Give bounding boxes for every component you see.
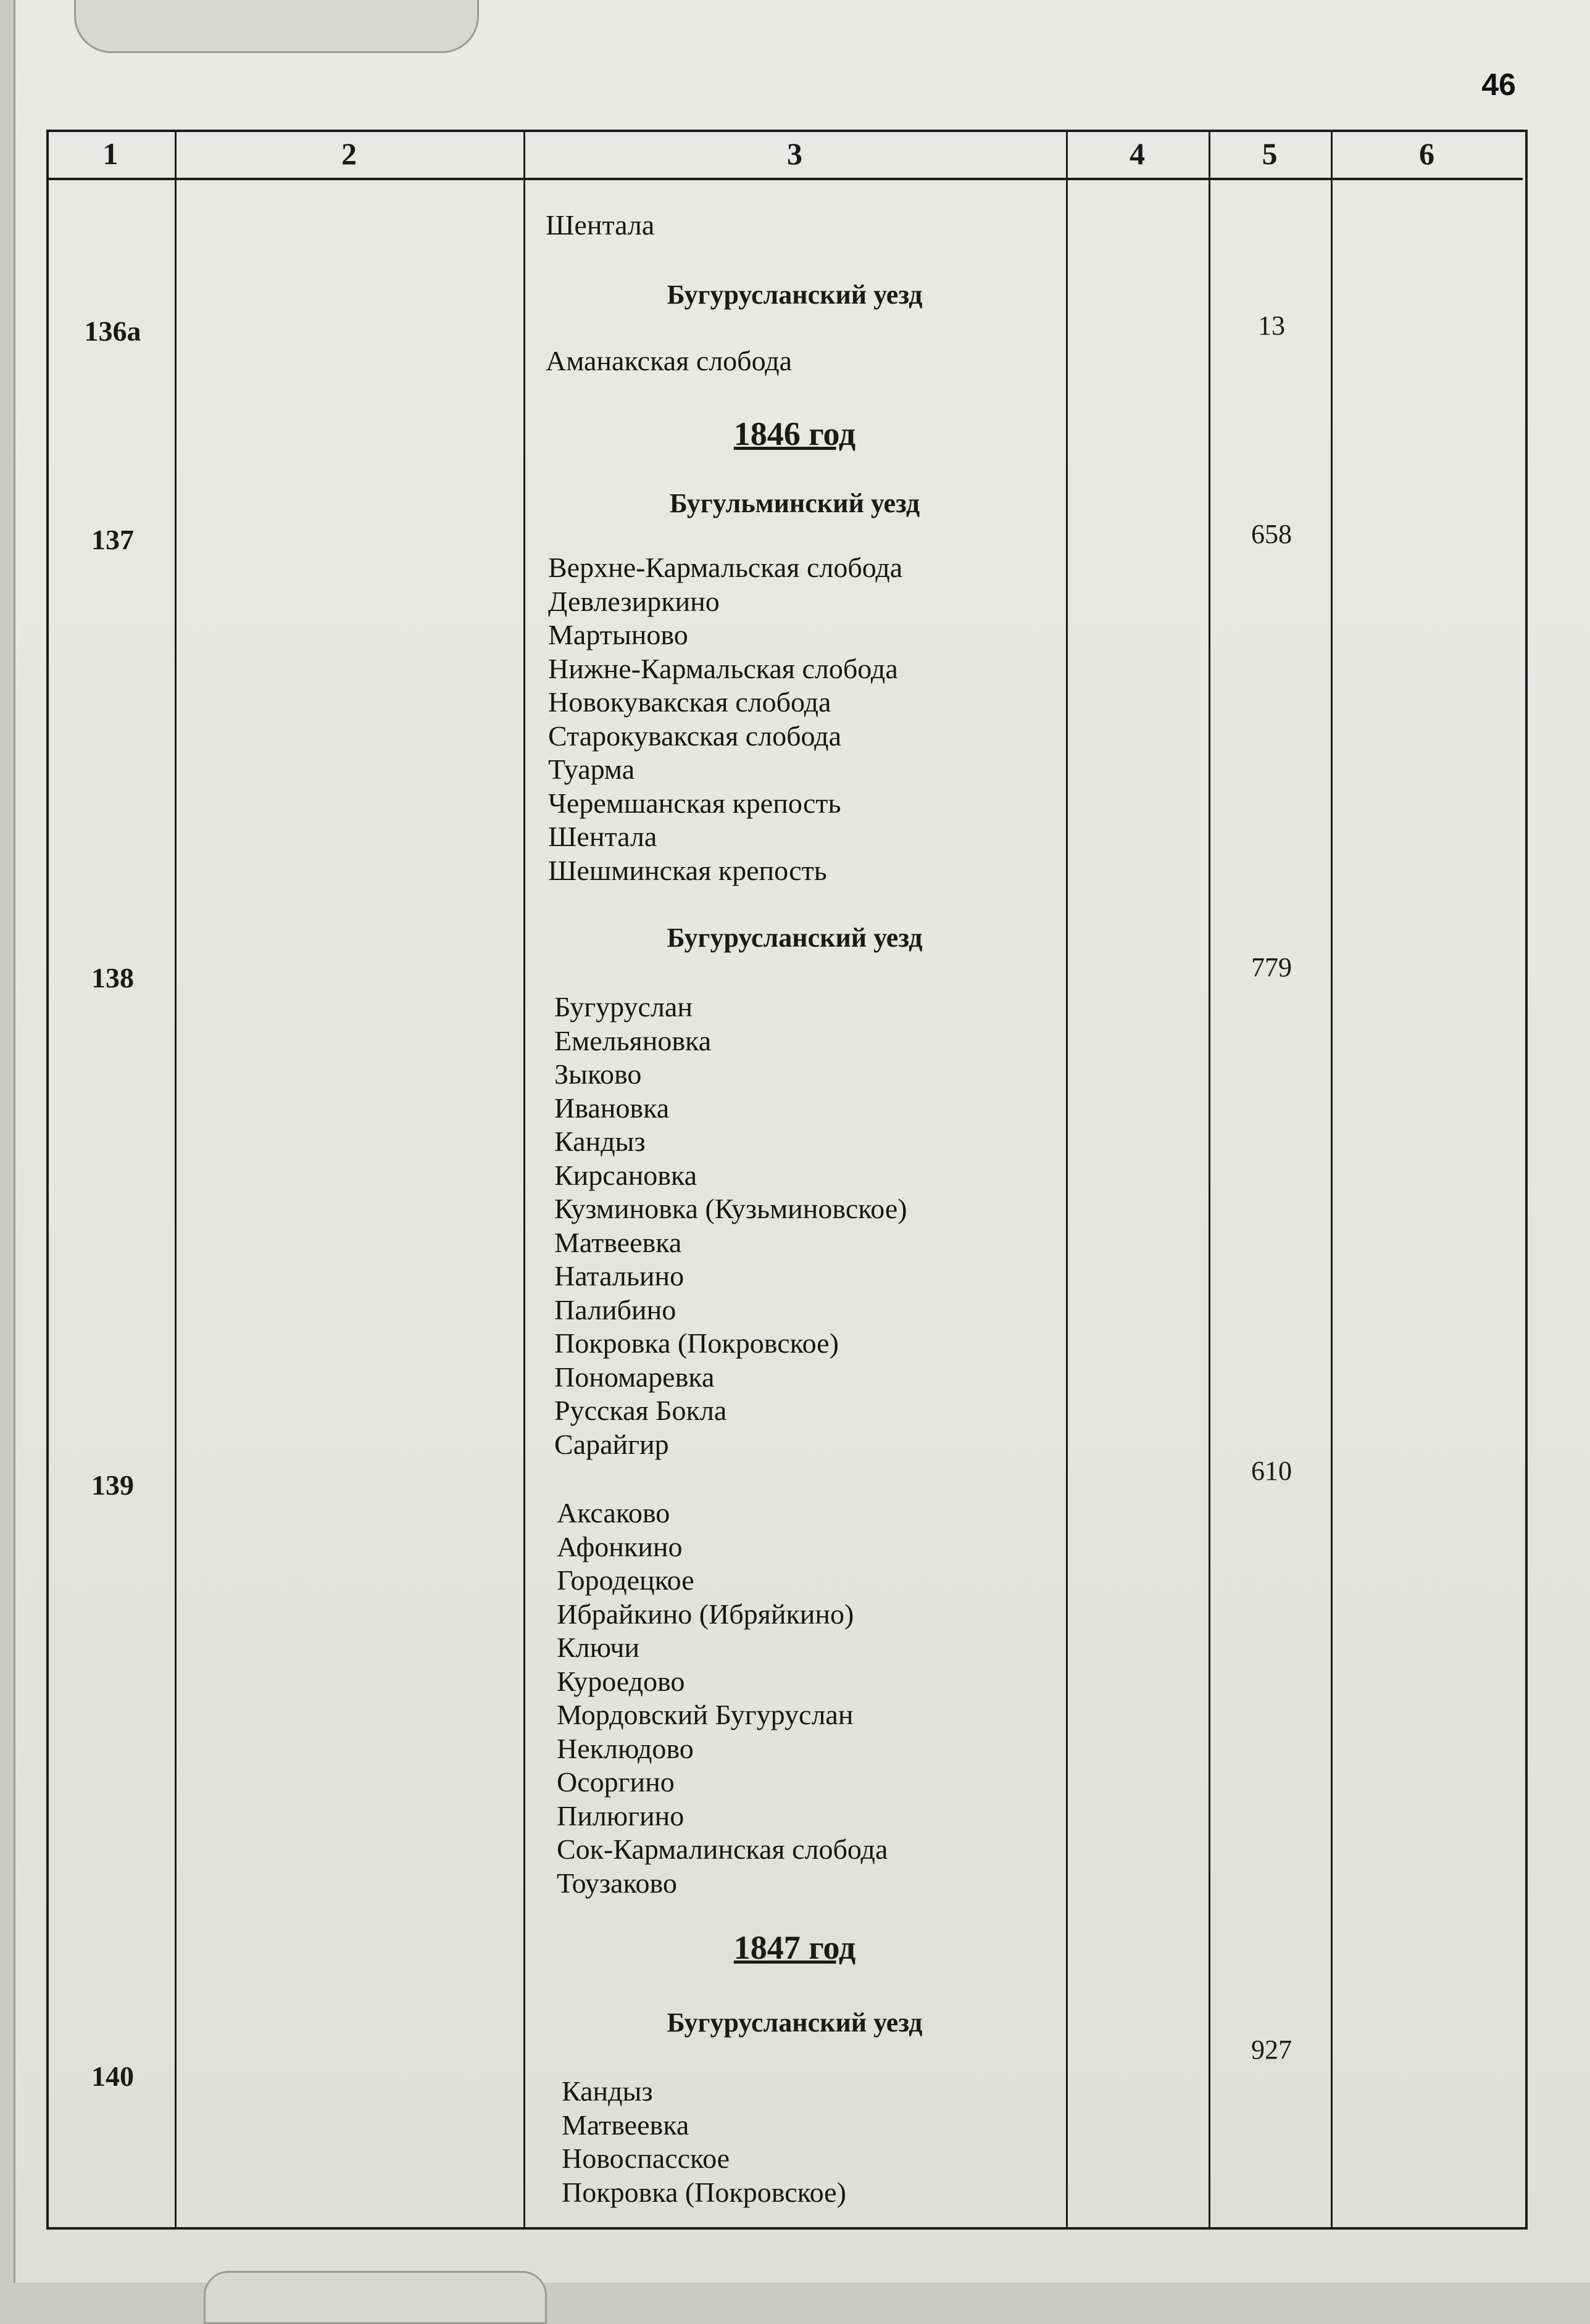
place-name: Верхне-Кармальская слобода xyxy=(548,552,903,583)
record-number: 138 xyxy=(91,962,134,994)
column-header-3: 3 xyxy=(787,136,802,171)
column-divider xyxy=(1066,130,1068,2227)
place-name: Кузминовка (Кузьминовское) xyxy=(554,1193,907,1224)
year-heading: 1847 год xyxy=(733,1929,856,1966)
place-list xyxy=(562,2075,846,2209)
place-name: Кандыз xyxy=(554,1126,646,1157)
place-name: Пономаревка xyxy=(554,1361,715,1393)
place-name: Новокувакская слобода xyxy=(548,686,831,718)
place-name: Сок-Кармалинская слобода xyxy=(557,1833,888,1865)
place-name: Ивановка xyxy=(554,1092,670,1124)
place-name: Шентала xyxy=(548,821,657,852)
record-count: 927 xyxy=(1251,2035,1292,2065)
place-name: Кандыз xyxy=(562,2075,653,2107)
place-name: Тоузаково xyxy=(557,1867,677,1899)
place-name: Мордовский Бугуруслан xyxy=(557,1699,854,1730)
column-divider xyxy=(1331,130,1333,2227)
column-header-1: 1 xyxy=(102,136,119,171)
place-name: Осоргино xyxy=(557,1766,675,1798)
place-name: Ключи xyxy=(557,1632,640,1663)
column-header-5: 5 xyxy=(1262,136,1278,171)
record-count: 658 xyxy=(1251,519,1292,549)
binder-clip-bottom xyxy=(204,2271,547,2324)
record-count: 779 xyxy=(1251,952,1292,982)
place-name: Покровка (Покровское) xyxy=(562,2176,846,2208)
column-header-6: 6 xyxy=(1419,136,1434,171)
uezd-heading: Бугурусланский уезд xyxy=(667,280,923,310)
page-number: 46 xyxy=(1481,67,1516,102)
place-name: Шешминская крепость xyxy=(548,854,827,886)
place-name: Городецкое xyxy=(557,1564,694,1596)
place-name: Шентала xyxy=(546,209,655,241)
year-heading: 1846 год xyxy=(733,415,856,452)
record-number: 140 xyxy=(91,2060,134,2092)
place-name: Пилюгино xyxy=(557,1799,685,1832)
binder-clip-top xyxy=(74,0,479,53)
place-name: Кирсановка xyxy=(554,1159,697,1191)
record-count: 610 xyxy=(1251,1456,1292,1486)
place-list xyxy=(557,1496,888,1900)
place-name: Новоспасское xyxy=(562,2143,730,2174)
place-name: Аксаково xyxy=(557,1497,670,1529)
column-header-2: 2 xyxy=(341,136,357,171)
place-name: Туарма xyxy=(548,753,635,785)
place-name: Девлезиркино xyxy=(548,585,720,617)
place-name: Старокувакская слобода xyxy=(548,720,842,752)
place-name: Натальино xyxy=(554,1260,685,1292)
place-name: Покровка (Покровское) xyxy=(554,1327,839,1359)
place-list xyxy=(548,551,902,887)
record-number: 139 xyxy=(91,1469,134,1501)
place-name: Русская Бокла xyxy=(554,1395,727,1426)
place-name: Зыково xyxy=(554,1058,642,1090)
record-number: 137 xyxy=(91,524,134,555)
place-name: Сарайгир xyxy=(554,1428,669,1460)
record-number: 136а xyxy=(84,315,141,347)
place-name: Неклюдово xyxy=(557,1732,694,1764)
place-name: Куроедово xyxy=(557,1665,685,1697)
place-name: Мартыново xyxy=(548,619,688,650)
column-divider xyxy=(175,130,177,2227)
place-name: Палибино xyxy=(554,1293,676,1326)
place-name: Емельяновка xyxy=(554,1024,712,1056)
place-list xyxy=(554,990,907,1461)
place-name: Матвеевка xyxy=(554,1226,682,1258)
place-name: Бугуруслан xyxy=(554,991,693,1023)
place-name: Аманакская слобода xyxy=(546,345,793,376)
uezd-heading: Бугурусланский уезд xyxy=(667,2007,923,2038)
column-header-4: 4 xyxy=(1130,136,1145,171)
place-name: Матвеевка xyxy=(562,2109,689,2141)
place-name: Черемшанская крепость xyxy=(548,787,841,819)
record-count: 13 xyxy=(1258,310,1285,341)
uezd-heading: Бугурусланский уезд xyxy=(667,923,923,953)
column-divider xyxy=(1209,130,1210,2227)
place-name: Ибрайкино (Ибряйкино) xyxy=(557,1598,854,1630)
place-name: Афонкино xyxy=(557,1530,683,1562)
uezd-heading: Бугульминский уезд xyxy=(669,488,920,518)
place-name: Нижне-Кармальская слобода xyxy=(548,652,898,684)
